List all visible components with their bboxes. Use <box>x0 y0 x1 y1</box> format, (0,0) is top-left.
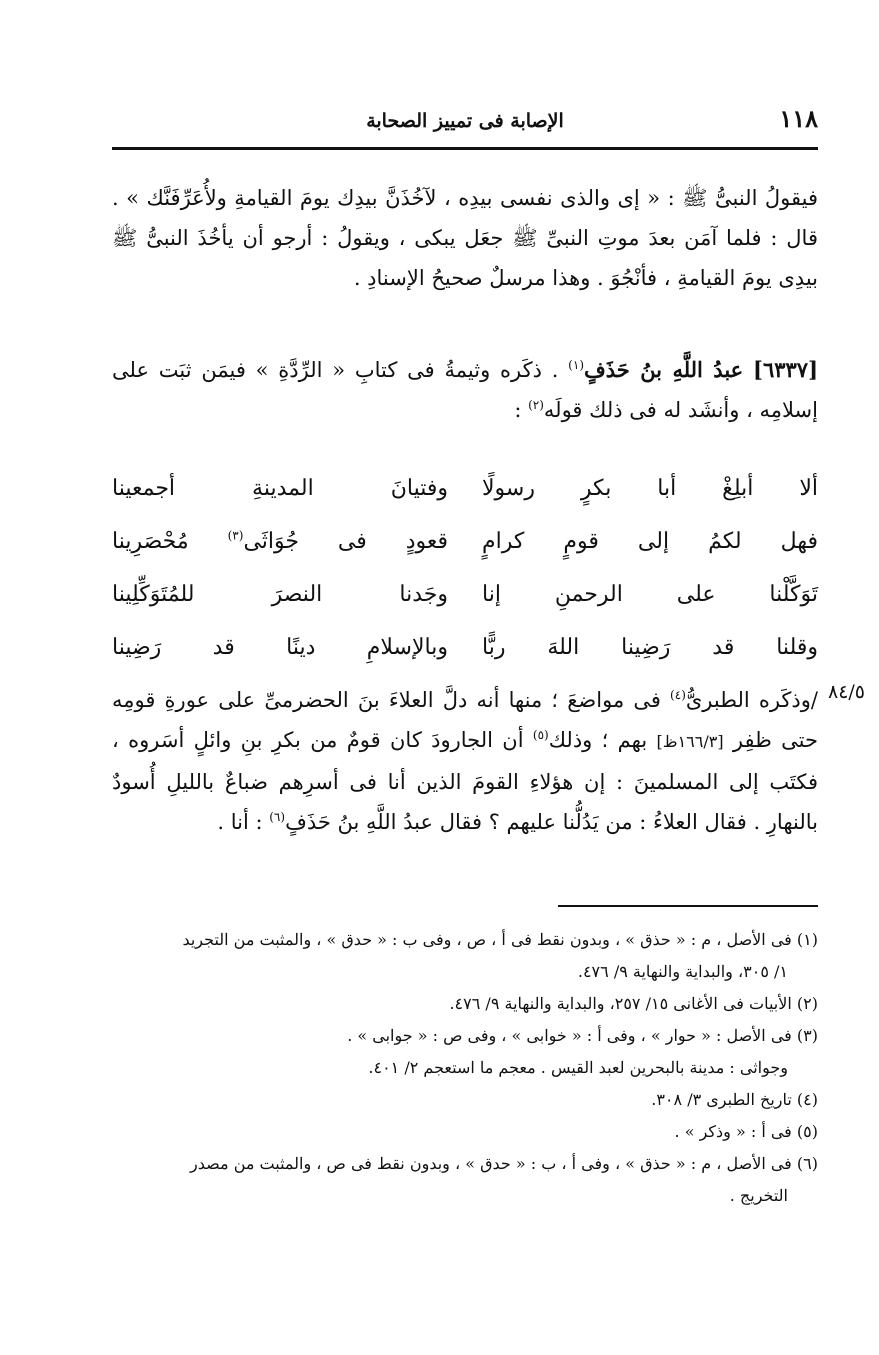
footnote-continuation: ١/ ٣٠٥، والبداية والنهاية ٩/ ٤٧٦. <box>577 962 788 981</box>
paragraph-3-text-c: بهم ؛ وذلك <box>548 728 657 752</box>
footnote-subnote: وجواثى : مدينة بالبحرين لعبد القيس . معجم ما استعجم ٢/ ٤٠١. <box>368 1058 788 1077</box>
verse-second-half: وجَدنا النصرَ للمُتَوَكِّلِينا <box>112 582 448 607</box>
footnote: (٢) الأبيات فى الأغانى ١٥/ ٢٥٧، والبداية والنهاية ٩/ ٤٧٦. <box>449 994 818 1013</box>
paragraph-3-text-a: /وذكَره الطبرىُّ <box>685 688 819 712</box>
footnote-marker-5: (٥) <box>532 728 549 742</box>
poem-verse <box>112 568 818 621</box>
footnote: (٤) تاريخ الطبرى ٣/ ٣٠٨. <box>651 1090 818 1109</box>
page-header <box>112 100 818 140</box>
header-rule <box>112 147 818 150</box>
entry-number: [٦٣٣٧] <box>753 357 818 382</box>
paragraph-2 <box>112 350 818 430</box>
poem <box>112 462 818 674</box>
poem-verse <box>112 462 818 515</box>
footnote: (١) فى الأصل ، م : « حذق » ، وبدون نقط فى أ ، ص ، وفى ب : « حدق » ، والمثبت من التجريد <box>182 930 818 949</box>
verse-first-half: وقلنا قد رَضِينا اللهَ ربًّا <box>482 635 818 660</box>
paragraph-2-text-b: : <box>514 398 529 422</box>
verse-second-half: وفتيانَ المدينةِ أجمعينا <box>112 476 448 501</box>
footnote-marker-4: (٤) <box>670 688 686 702</box>
entry-name: عبدُ اللَّهِ بنُ حَذَفٍ <box>584 357 744 382</box>
paragraph-3-text-d: أن الجارودَ كان قومٌ من بكرِ بنِ وائلٍ أسَروه ، فكتَب إلى المسلمينَ : إن هؤلاءِ القومَ الذين أنا فى أسرِهم ضباعٌ بالليلِ أُسودٌ بالنهارِ . فقال العلاءُ : من يَدُلُّنا عليهم ؟ فقال عبدُ اللَّهِ بنُ حَذَفٍ <box>112 728 818 834</box>
footnote: (٦) فى الأصل ، م : « حذق » ، وفى أ ، ب : « حدق » ، وبدون نقط فى ص ، والمثبت من مصدر <box>190 1154 818 1173</box>
paragraph-1: فيقولُ النبىُّ ﷺ : « إى والذى نفسى بيدِه ، لآخُذَنَّ بيدِك يومَ القيامةِ ولأُعَرِّفَنَّك » . قال : فلما آمَن بعدَ موتِ النبىِّ ﷺ جعَل يبكى ، ويقولُ : أرجو أن يأخُذَ النبىُّ ﷺ بيدِى يومَ القيامةِ ، فأنْجُوَ . وهذا مرسلٌ صحيحُ الإسنادِ . <box>112 186 818 290</box>
footnote-continuation: التخريج . <box>729 1186 788 1205</box>
paragraph-3-text-e: : أنا . <box>217 810 270 834</box>
verse-first-half: فهل لكمُ إلى قومٍ كرامٍ <box>482 529 818 554</box>
poem-verse <box>112 621 818 674</box>
footnote-rule <box>558 905 818 907</box>
margin-reference: ٨٤/٥ <box>828 681 866 703</box>
footnote-marker-2: (٢) <box>528 398 544 412</box>
footnote-marker-6: (٦) <box>269 810 286 824</box>
footnote-marker-3: (٣) <box>227 528 244 543</box>
page-number: ١١٨ <box>779 104 818 133</box>
verse-second-half-b: مُحْصَرِينا <box>112 529 228 554</box>
footnote: (٣) فى الأصل : « حوار » ، وفى أ : « خوابى » ، وفى ص : « جوابى » . <box>347 1026 818 1045</box>
verse-first-half: تَوَكَّلْنا على الرحمنِ إنا <box>482 582 818 607</box>
verse-second-half <box>112 515 448 568</box>
paragraph-3 <box>112 680 818 842</box>
paragraph-2-text-a: . ذكَره وثيمةُ فى كتابِ « الرِّدَّةِ » فيمَن ثبَت على إسلامِه ، وأنشَد له فى ذلك قولَه <box>112 358 818 422</box>
footnote-marker-1: (١) <box>568 358 584 372</box>
footnote: (٥) فى أ : « وذكر » . <box>674 1122 818 1141</box>
verse-second-half-a: قعودٍ فى جُوَاثَى <box>243 529 448 554</box>
verse-second-half: وبالإسلامِ دينًا قد رَضِينا <box>112 635 448 660</box>
paragraph-3-text-b: فى مواضعَ ؛ منها أنه دلَّ العلاءَ بنَ الحضرمىِّ على عورةِ قومِه حتى ظفِر <box>112 688 818 752</box>
poem-verse <box>112 515 818 568</box>
footnotes <box>112 924 818 1212</box>
manuscript-reference: [١٦٦/٣ظ] <box>656 732 724 751</box>
verse-first-half: ألا أبلِغْ أبا بكرٍ رسولًا <box>482 476 818 501</box>
book-title: الإصابة فى تمييز الصحابة <box>366 110 564 132</box>
